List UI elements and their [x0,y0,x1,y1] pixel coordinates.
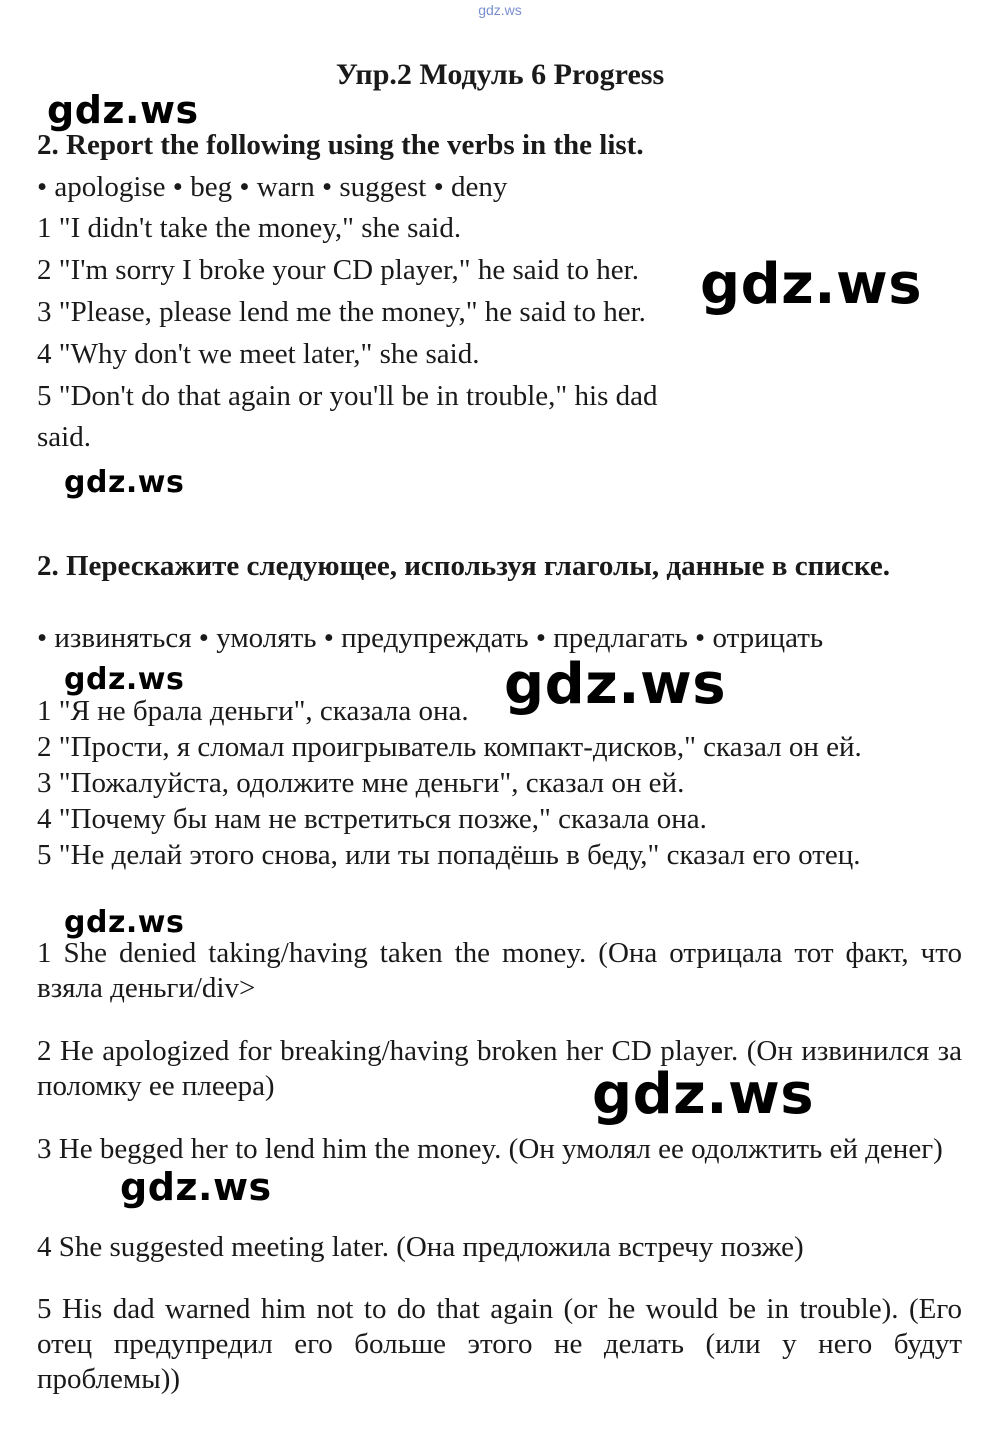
russian-item-4: 4 "Почему бы нам не встретиться позже," сказала она. [37,803,707,835]
watermark: gdz.ws [64,662,185,697]
answer-4: 4 She suggested meeting later. (Она предложила встречу позже) [37,1231,804,1263]
answer-5: 5 His dad warned him not to do that again (or he would be in trouble). (Его отец предупредил его больше этого не делать (или у него будут проблемы)) [37,1293,962,1395]
site-link[interactable]: gdz.ws [478,2,522,18]
page-title: Упр.2 Модуль 6 Progress [335,58,665,91]
english-item-5: 5 "Don't do that again or you'll be in trouble," his dad [37,380,658,412]
watermark: gdz.ws [64,905,185,940]
english-item-4: 4 "Why don't we meet later," she said. [37,338,480,370]
russian-item-1: 1 "Я не брала деньги", сказала она. [37,695,469,727]
russian-instruction: 2. Перескажите следующее, используя глаголы, данные в списке. [37,550,890,582]
watermark: gdz.ws [64,465,185,500]
watermark: gdz.ws [47,88,199,132]
watermark: gdz.ws [120,1165,272,1209]
watermark: gdz.ws [700,252,923,317]
russian-item-5: 5 "Не делай этого снова, или ты попадёшь в беду," сказал его отец. [37,839,861,871]
russian-item-3: 3 "Пожалуйста, одолжите мне деньги", сказал он ей. [37,767,685,799]
english-item-1: 1 "I didn't take the money," she said. [37,212,462,244]
answer-3: 3 He begged her to lend him the money. (Он умолял ее одолжтить ей денег) [37,1133,943,1165]
english-item-3: 3 "Please, please lend me the money," he said to her. [37,296,646,328]
watermark: gdz.ws [504,652,727,717]
english-verb-list: • apologise • beg • warn • suggest • deny [37,171,508,203]
watermark: gdz.ws [592,1062,815,1127]
english-item-2: 2 "I'm sorry I broke your CD player," he said to her. [37,254,639,286]
answer-1: 1 She denied taking/having taken the money. (Она отрицала тот факт, что взяла деньги/div> [37,937,962,1004]
english-item-5-cont: said. [37,421,91,453]
russian-item-2: 2 "Прости, я сломал проигрыватель компакт-дисков," сказал он ей. [37,731,862,763]
answer-2: 2 He apologized for breaking/having broken her CD player. (Он извинился за поломку ее плеера) [37,1035,962,1102]
english-instruction: 2. Report the following using the verbs in the list. [37,129,644,161]
russian-verb-list: • извиняться • умолять • предупреждать • предлагать • отрицать [37,622,824,654]
